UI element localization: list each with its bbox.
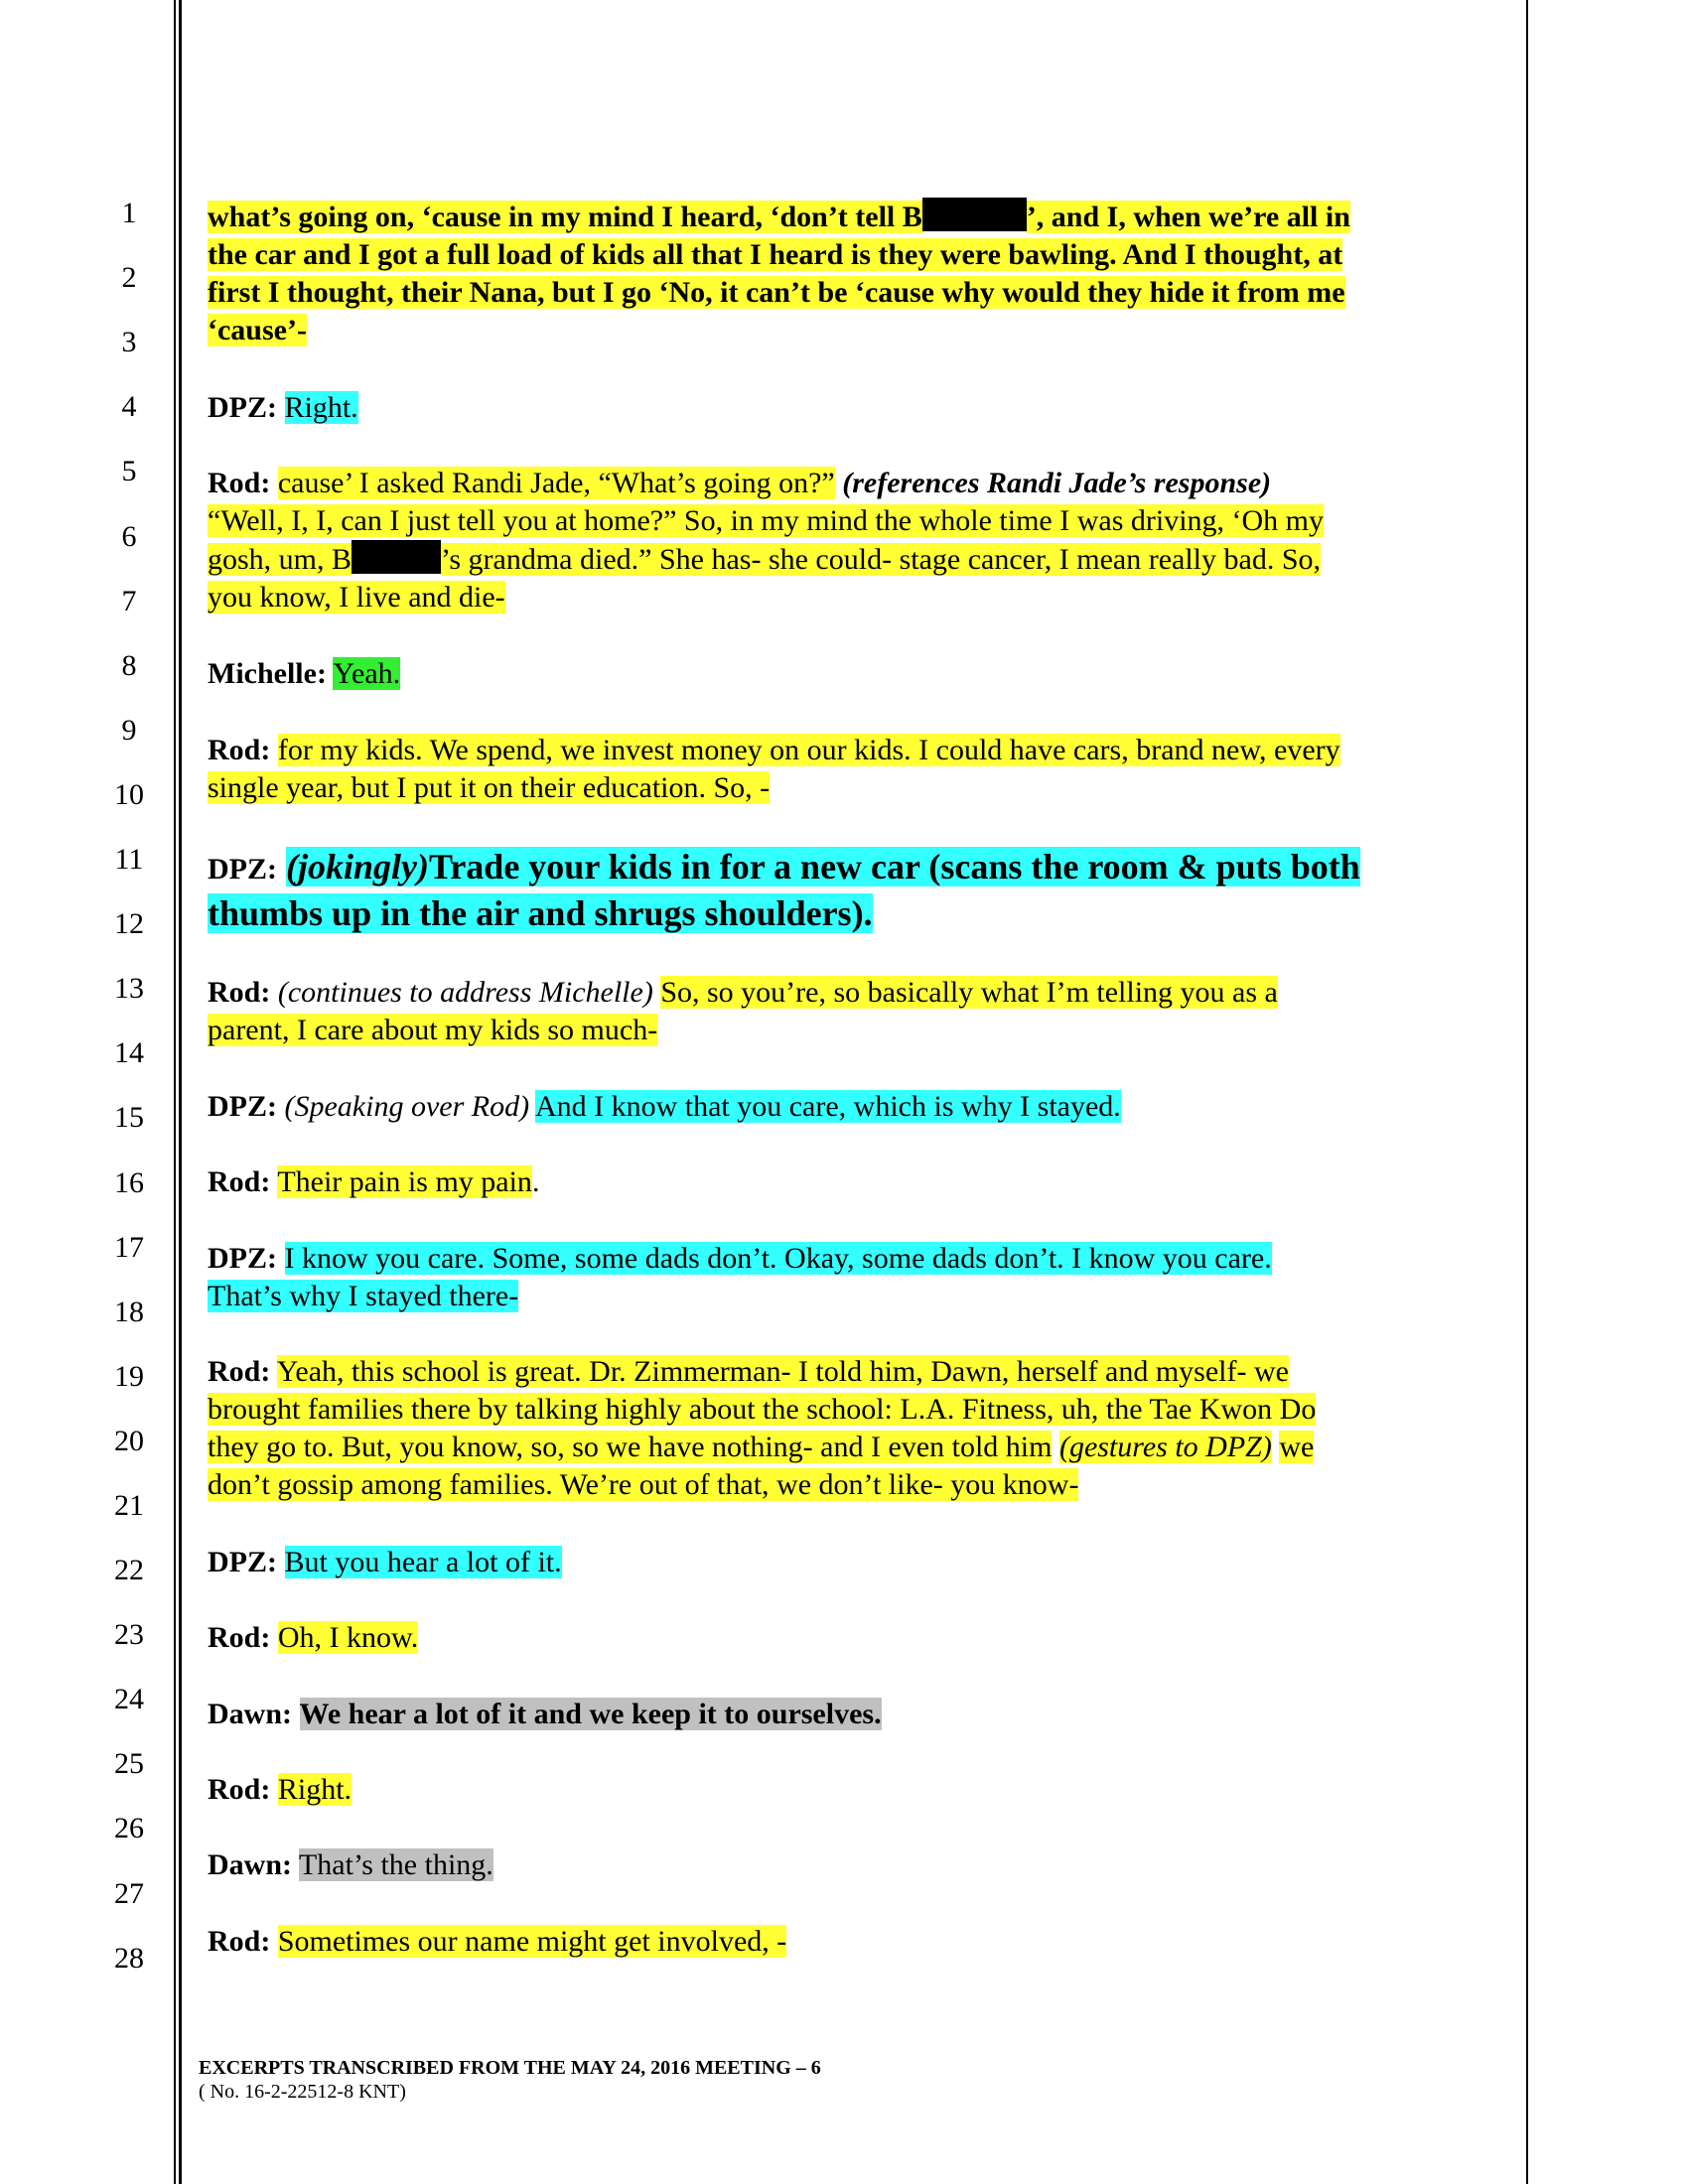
line-number: 22 [114,1554,144,1586]
line-number: 13 [114,972,144,1005]
transcript-block-6 [208,845,1518,935]
speaker-label: Rod: [208,1355,271,1388]
text-line: first I thought, their Nana, but I go ‘No, it can’t be ‘cause why would they hide it from me [208,276,1345,309]
speaker-label: DPZ: [208,1242,277,1275]
line-number: 5 [121,455,137,487]
transcript-block-17 [208,1923,1518,1961]
line-number: 19 [114,1360,144,1393]
stage-note: (jokingly) [286,847,429,887]
stage-note: (continues to address Michelle) [277,976,653,1009]
utterance: But you hear a lot of it. [284,1546,562,1578]
redaction-bar [352,540,441,574]
transcript-block-10 [208,1240,1518,1315]
transcript-block-2 [208,389,1518,427]
line-number: 2 [121,261,137,294]
line-number: 6 [121,520,137,553]
text-line: single year, but I put it on their education. So, - [208,771,771,804]
page-footer [199,2056,821,2104]
speaker-label: Rod: [208,734,271,766]
transcript-block-8 [208,1088,1518,1126]
left-margin-rule-outer [174,0,176,2184]
line-number: 26 [114,1812,144,1844]
text-line: don’t gossip among families. We’re out of that, we don’t like- you know- [208,1468,1079,1501]
footer-case-number: ( No. 16-2-22512-8 KNT) [199,2081,406,2103]
speaker-label: Rod: [208,467,271,499]
line-number: 12 [114,907,144,940]
transcript-block-7 [208,974,1518,1049]
utterance-tail: . [531,1165,540,1198]
footer-title: EXCERPTS TRANSCRIBED FROM THE MAY 24, 2016 MEETING – 6 [199,2057,821,2079]
utterance: Their pain is my pain [277,1165,532,1198]
utterance: That’s the thing. [298,1848,493,1881]
text-line: thumbs up in the air and shrugs shoulders). [208,893,873,933]
transcript-block-9 [208,1163,1518,1201]
speaker-label: DPZ: [208,1546,277,1578]
text-line: they go to. But, you know, so, so we have nothing- and I even told him [208,1431,1053,1463]
left-margin-rule-inner [179,0,182,2184]
utterance: So, so you’re, so basically what I’m telling you as a [660,976,1278,1009]
line-number: 8 [121,649,137,682]
transcript-block-16 [208,1846,1518,1884]
transcript-block-12 [208,1544,1518,1581]
transcript-block-14 [208,1696,1518,1733]
text-line: “Well, I, I, can I just tell you at home?” So, in my mind the whole time I was driving, ‘Oh my [208,504,1325,537]
line-number: 27 [114,1877,144,1910]
line-number: 7 [121,585,137,617]
transcript-block-4 [208,655,1518,693]
line-number: 11 [114,843,144,876]
stage-note: (gestures to DPZ) [1058,1431,1272,1463]
speaker-label: DPZ: [208,391,277,424]
utterance: for my kids. We spend, we invest money on our kids. I could have cars, brand new, every [277,734,1340,766]
line-number: 24 [114,1683,144,1715]
speaker-label: Rod: [208,1925,271,1958]
transcript-block-11 [208,1353,1518,1504]
line-number: 23 [114,1618,144,1651]
speaker-label: Michelle: [208,657,327,690]
line-number: 21 [114,1489,144,1522]
text-line: what’s going on, ‘cause in my mind I heard, ‘don’t tell B [208,201,922,233]
speaker-label: DPZ: [208,1090,277,1123]
utterance: cause’ I asked Randi Jade, “What’s going on?” [277,467,835,499]
line-number: 16 [114,1166,144,1199]
line-number: 4 [121,390,137,423]
utterance: And I know that you care, which is why I stayed. [534,1090,1121,1123]
utterance: Right. [284,391,358,424]
line-number: 10 [114,778,144,811]
line-number: 9 [121,714,137,747]
line-number: 3 [121,326,137,358]
utterance: Trade your kids in for a new car (scans the room & puts both [428,847,1360,887]
line-number: 15 [114,1101,144,1134]
text-line: brought families there by talking highly about the school: L.A. Fitness, uh, the Tae Kwon Do [208,1393,1317,1426]
line-number: 1 [121,197,137,229]
stage-note: (references Randi Jade’s response) [842,467,1272,499]
speaker-label: Dawn: [208,1848,293,1881]
speaker-label: Rod: [208,1773,271,1806]
redaction-bar [922,198,1027,231]
utterance: We hear a lot of it and we keep it to ourselves. [299,1698,882,1730]
transcript-block-5 [208,732,1518,807]
speaker-label: DPZ: [208,853,277,886]
utterance: Oh, I know. [277,1621,419,1654]
speaker-label: Rod: [208,1621,271,1654]
speaker-label: Rod: [208,1165,271,1198]
stage-note: (Speaking over Rod) [284,1090,530,1123]
text-line: parent, I care about my kids so much- [208,1014,658,1046]
transcript-block-13 [208,1619,1518,1657]
transcript-block-1 [208,198,1518,349]
speaker-label: Dawn: [208,1698,293,1730]
text-line: ‘cause’- [208,314,307,346]
text-line: ’s grandma died.” She has- she could- stage cancer, I mean really bad. So, [441,543,1322,576]
right-margin-rule [1526,0,1528,2184]
utterance: Sometimes our name might get involved, - [277,1925,787,1958]
text-line: we [1279,1431,1315,1463]
utterance: Yeah, this school is great. Dr. Zimmerman- I told him, Dawn, herself and myself- we [276,1355,1289,1388]
text-line: gosh, um, B [208,543,352,576]
line-number: 18 [114,1296,144,1328]
utterance: Right. [277,1773,352,1806]
line-number: 14 [114,1036,144,1069]
utterance: I know you care. Some, some dads don’t. Okay, some dads don’t. I know you care. [284,1242,1272,1275]
text-line: That’s why I stayed there- [208,1280,519,1312]
line-number: 28 [114,1942,144,1975]
utterance: Yeah. [333,657,401,690]
text-line: you know, I live and die- [208,581,505,614]
text-line: ’, and I, when we’re all in [1026,201,1350,233]
text-line: the car and I got a full load of kids all that I heard is they were bawling. And I thought, at [208,238,1343,271]
line-number: 17 [114,1231,144,1264]
line-number: 20 [114,1425,144,1457]
speaker-label: Rod: [208,976,271,1009]
transcript-block-3 [208,465,1518,616]
line-number: 25 [114,1747,144,1780]
transcript-block-15 [208,1771,1518,1809]
